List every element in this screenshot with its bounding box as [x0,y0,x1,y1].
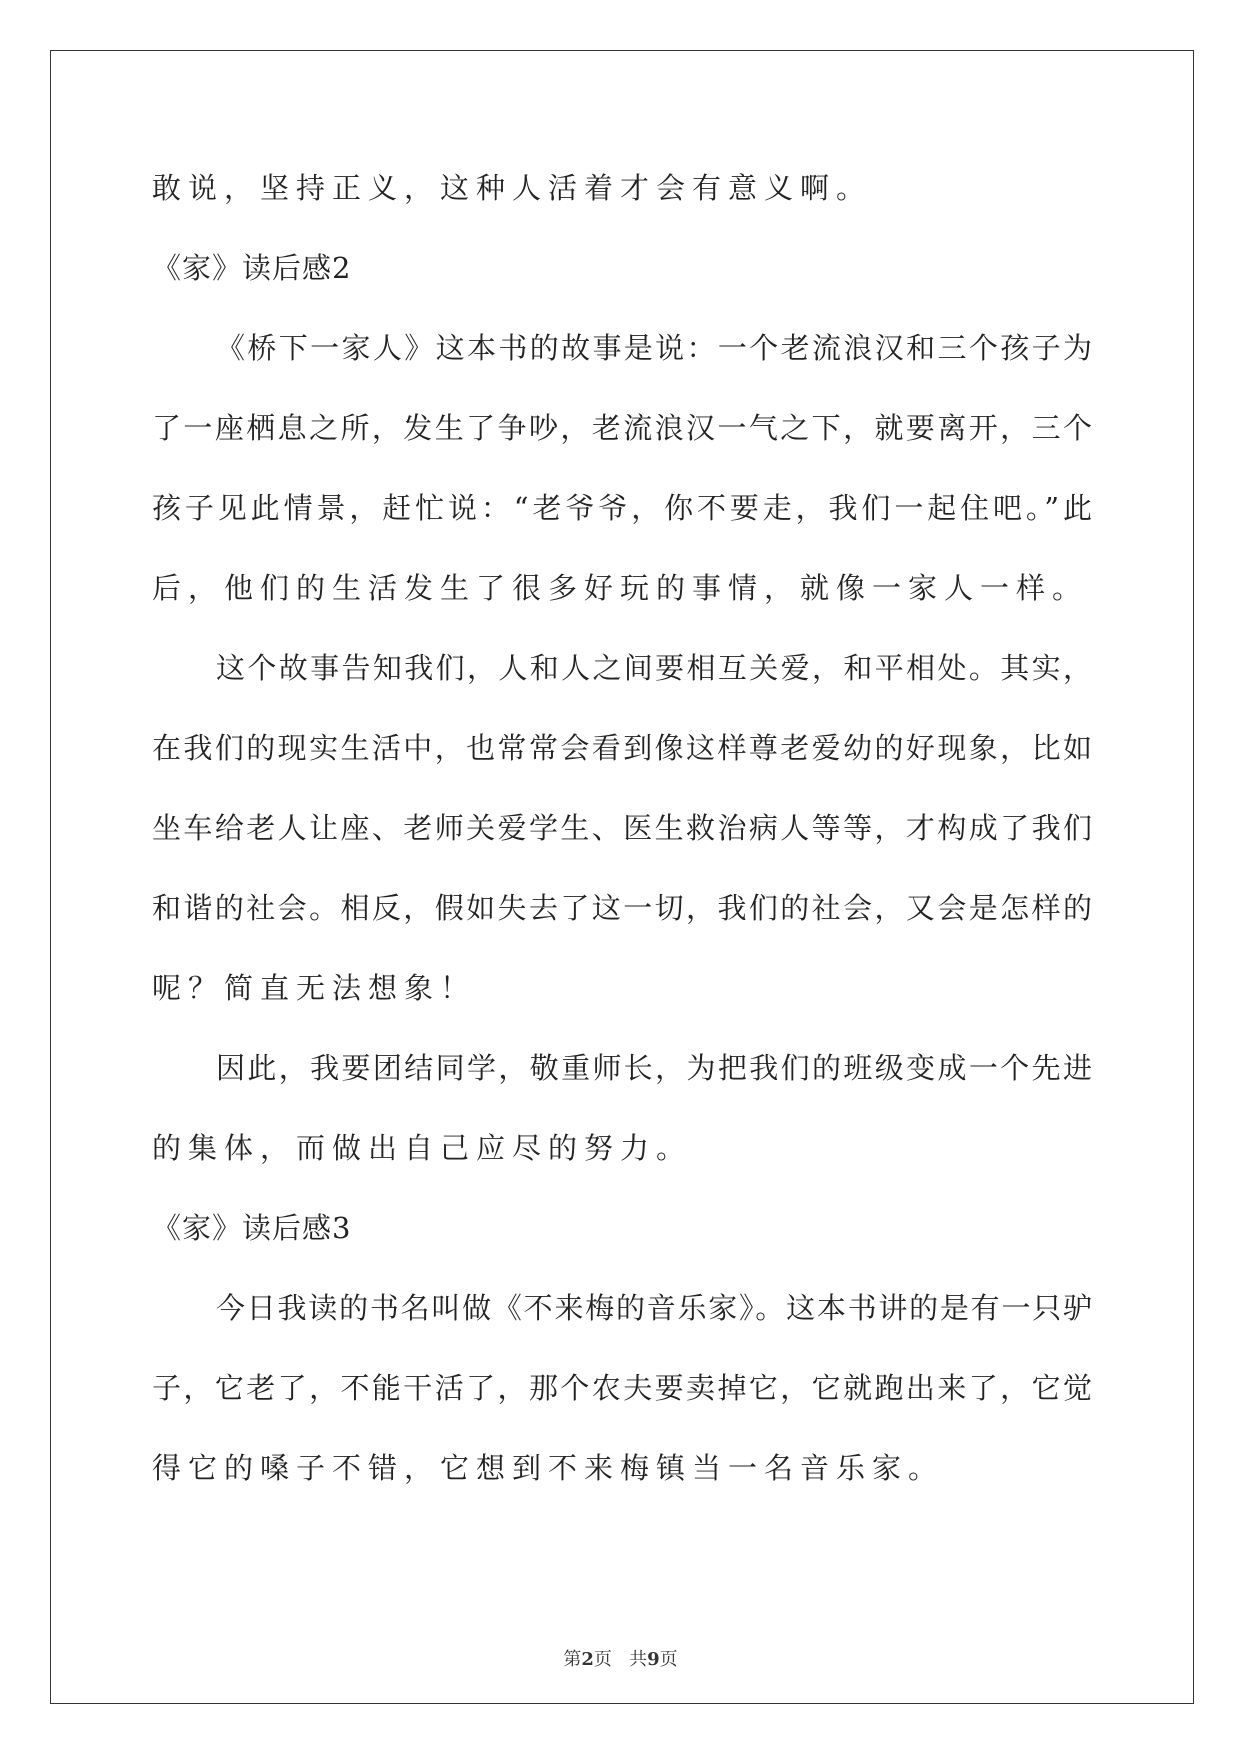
paragraph-line: 《桥下一家人》这本书的故事是说：一个老流浪汉和三个孩子为 [216,331,1092,365]
total-prefix: 共 [629,1649,648,1670]
total-pages: 9 [647,1649,660,1670]
paragraph-line: 得它的嗓子不错，它想到不来梅镇当一名音乐家。 [152,1451,945,1485]
page-number: 2 [581,1649,594,1670]
paragraph-line: 的集体，而做出自己应尽的努力。 [152,1131,693,1165]
document-body [152,148,1092,1508]
total-suffix: 页 [659,1649,678,1670]
page-suffix: 页 [593,1649,612,1670]
paragraph-line: 了一座栖息之所，发生了争吵，老流浪汉一气之下，就要离开，三个 [152,411,1092,445]
page-footer [0,1645,1241,1671]
section-heading: 《家》读后感3 [152,1211,352,1245]
paragraph-line: 呢？简直无法想象！ [152,971,477,1005]
paragraph-line: 后，他们的生活发生了很多好玩的事情，就像一家人一样。 [152,571,1089,605]
paragraph-line: 今日我读的书名叫做《不来梅的音乐家》。这本书讲的是有一只驴 [216,1291,1092,1325]
paragraph-line: 敢说，坚持正义，这种人活着才会有意义啊。 [152,171,873,205]
paragraph-line: 因此，我要团结同学，敬重师长，为把我们的班级变成一个先进 [216,1051,1092,1085]
paragraph-line: 子，它老了，不能干活了，那个农夫要卖掉它，它就跑出来了，它觉 [152,1371,1092,1405]
paragraph-line: 坐车给老人让座、老师关爱学生、医生救治病人等等，才构成了我们 [152,811,1092,845]
page-prefix: 第 [563,1649,582,1670]
paragraph-line: 和谐的社会。相反，假如失去了这一切，我们的社会，又会是怎样的 [152,891,1092,925]
paragraph-line: 在我们的现实生活中，也常常会看到像这样尊老爱幼的好现象，比如 [152,731,1092,765]
section-heading: 《家》读后感2 [152,251,352,285]
paragraph-line: 这个故事告知我们，人和人之间要相互关爱，和平相处。其实， [216,651,1092,685]
paragraph-line: 孩子见此情景，赶忙说：“老爷爷，你不要走，我们一起住吧。”此 [152,491,1092,525]
